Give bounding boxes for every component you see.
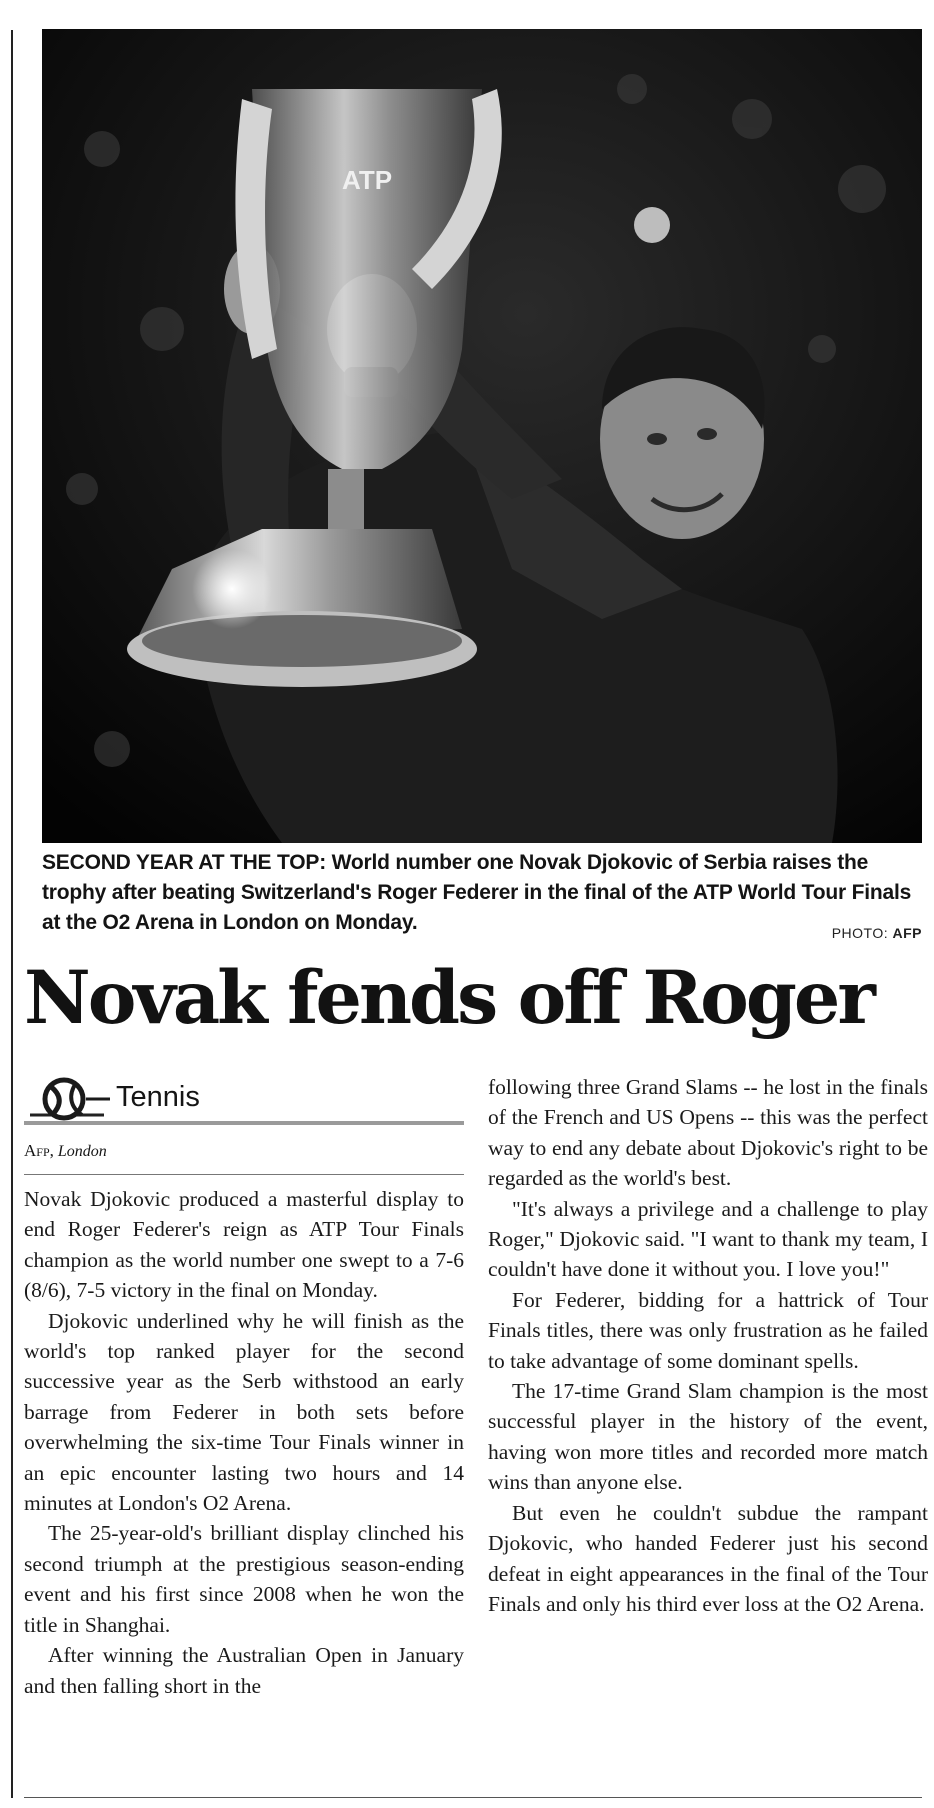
article-paragraph: For Federer, bidding for a hattrick of Tour Finals titles, there was only frustration as he failed to take advantage of some dominant spells.: [488, 1287, 928, 1373]
credit-source: AFP: [892, 925, 922, 941]
article-column-right: [488, 1072, 928, 1619]
article-paragraph: After winning the Australian Open in January and then falling short in the: [24, 1643, 464, 1698]
article-paragraph: Novak Djokovic produced a masterful display to end Roger Federer's reign as ATP Tour Finals champion as the world number one swept to a 7-6 (8/6), 7-5 victory in the final on Monday.: [24, 1187, 464, 1303]
article-paragraph: "It's always a privilege and a challenge to play Roger," Djokovic said. "I want to thank my team, I couldn't have done it without you. I love you!": [488, 1196, 928, 1282]
credit-label: PHOTO:: [831, 925, 889, 941]
article-paragraph: following three Grand Slams -- he lost in the finals of the French and US Opens -- this was the perfect way to end any debate about Djokovic's right to be regarded as the world's best.: [488, 1075, 928, 1191]
section-label: Tennis: [116, 1081, 200, 1113]
bottom-rule: [24, 1797, 922, 1798]
trophy-photo-illustration: [42, 29, 922, 843]
photo-credit: [832, 925, 922, 941]
tennis-ball-icon: [24, 1077, 110, 1123]
headline: Novak fends off Roger: [24, 955, 873, 1041]
article-paragraph: The 25-year-old's brilliant display clinched his second triumph at the prestigious season-ending event and his first since 2008 when he won the title in Shanghai.: [24, 1521, 464, 1637]
section-header: [24, 1077, 464, 1123]
byline: [24, 1140, 464, 1163]
byline-place: London: [57, 1143, 107, 1160]
article-column-left: [24, 1184, 464, 1701]
news-photo: [42, 29, 922, 843]
photo-caption: SECOND YEAR AT THE TOP: World number one Novak Djokovic of Serbia raises the trophy after beating Switzerland's Roger Federer in the final of the ATP World Tour Finals at the O2 Arena in London on Monday.: [42, 851, 912, 934]
trophy-atp-text: ATP: [342, 165, 393, 195]
article-paragraph: But even he couldn't subdue the rampant Djokovic, who handed Federer just his second defeat in eight appearances in the final of the Tour Finals and only his third ever loss at the O2 Arena.: [488, 1500, 928, 1616]
byline-agency: Afp,: [24, 1141, 54, 1160]
byline-rule: [24, 1174, 464, 1175]
left-column-rule: [11, 30, 13, 1798]
section-rule: [24, 1121, 464, 1125]
article-paragraph: Djokovic underlined why he will finish as the world's top ranked player for the second successive year as the Serb withstood an early barrage from Federer in both sets before overwhelming the six-time Tour Finals winner in an epic encounter lasting two hours and 14 minutes at London's O2 Arena.: [24, 1308, 464, 1516]
article-paragraph: The 17-time Grand Slam champion is the most successful player in the history of the event, having won more titles and recorded more match wins than anyone else.: [488, 1379, 928, 1495]
